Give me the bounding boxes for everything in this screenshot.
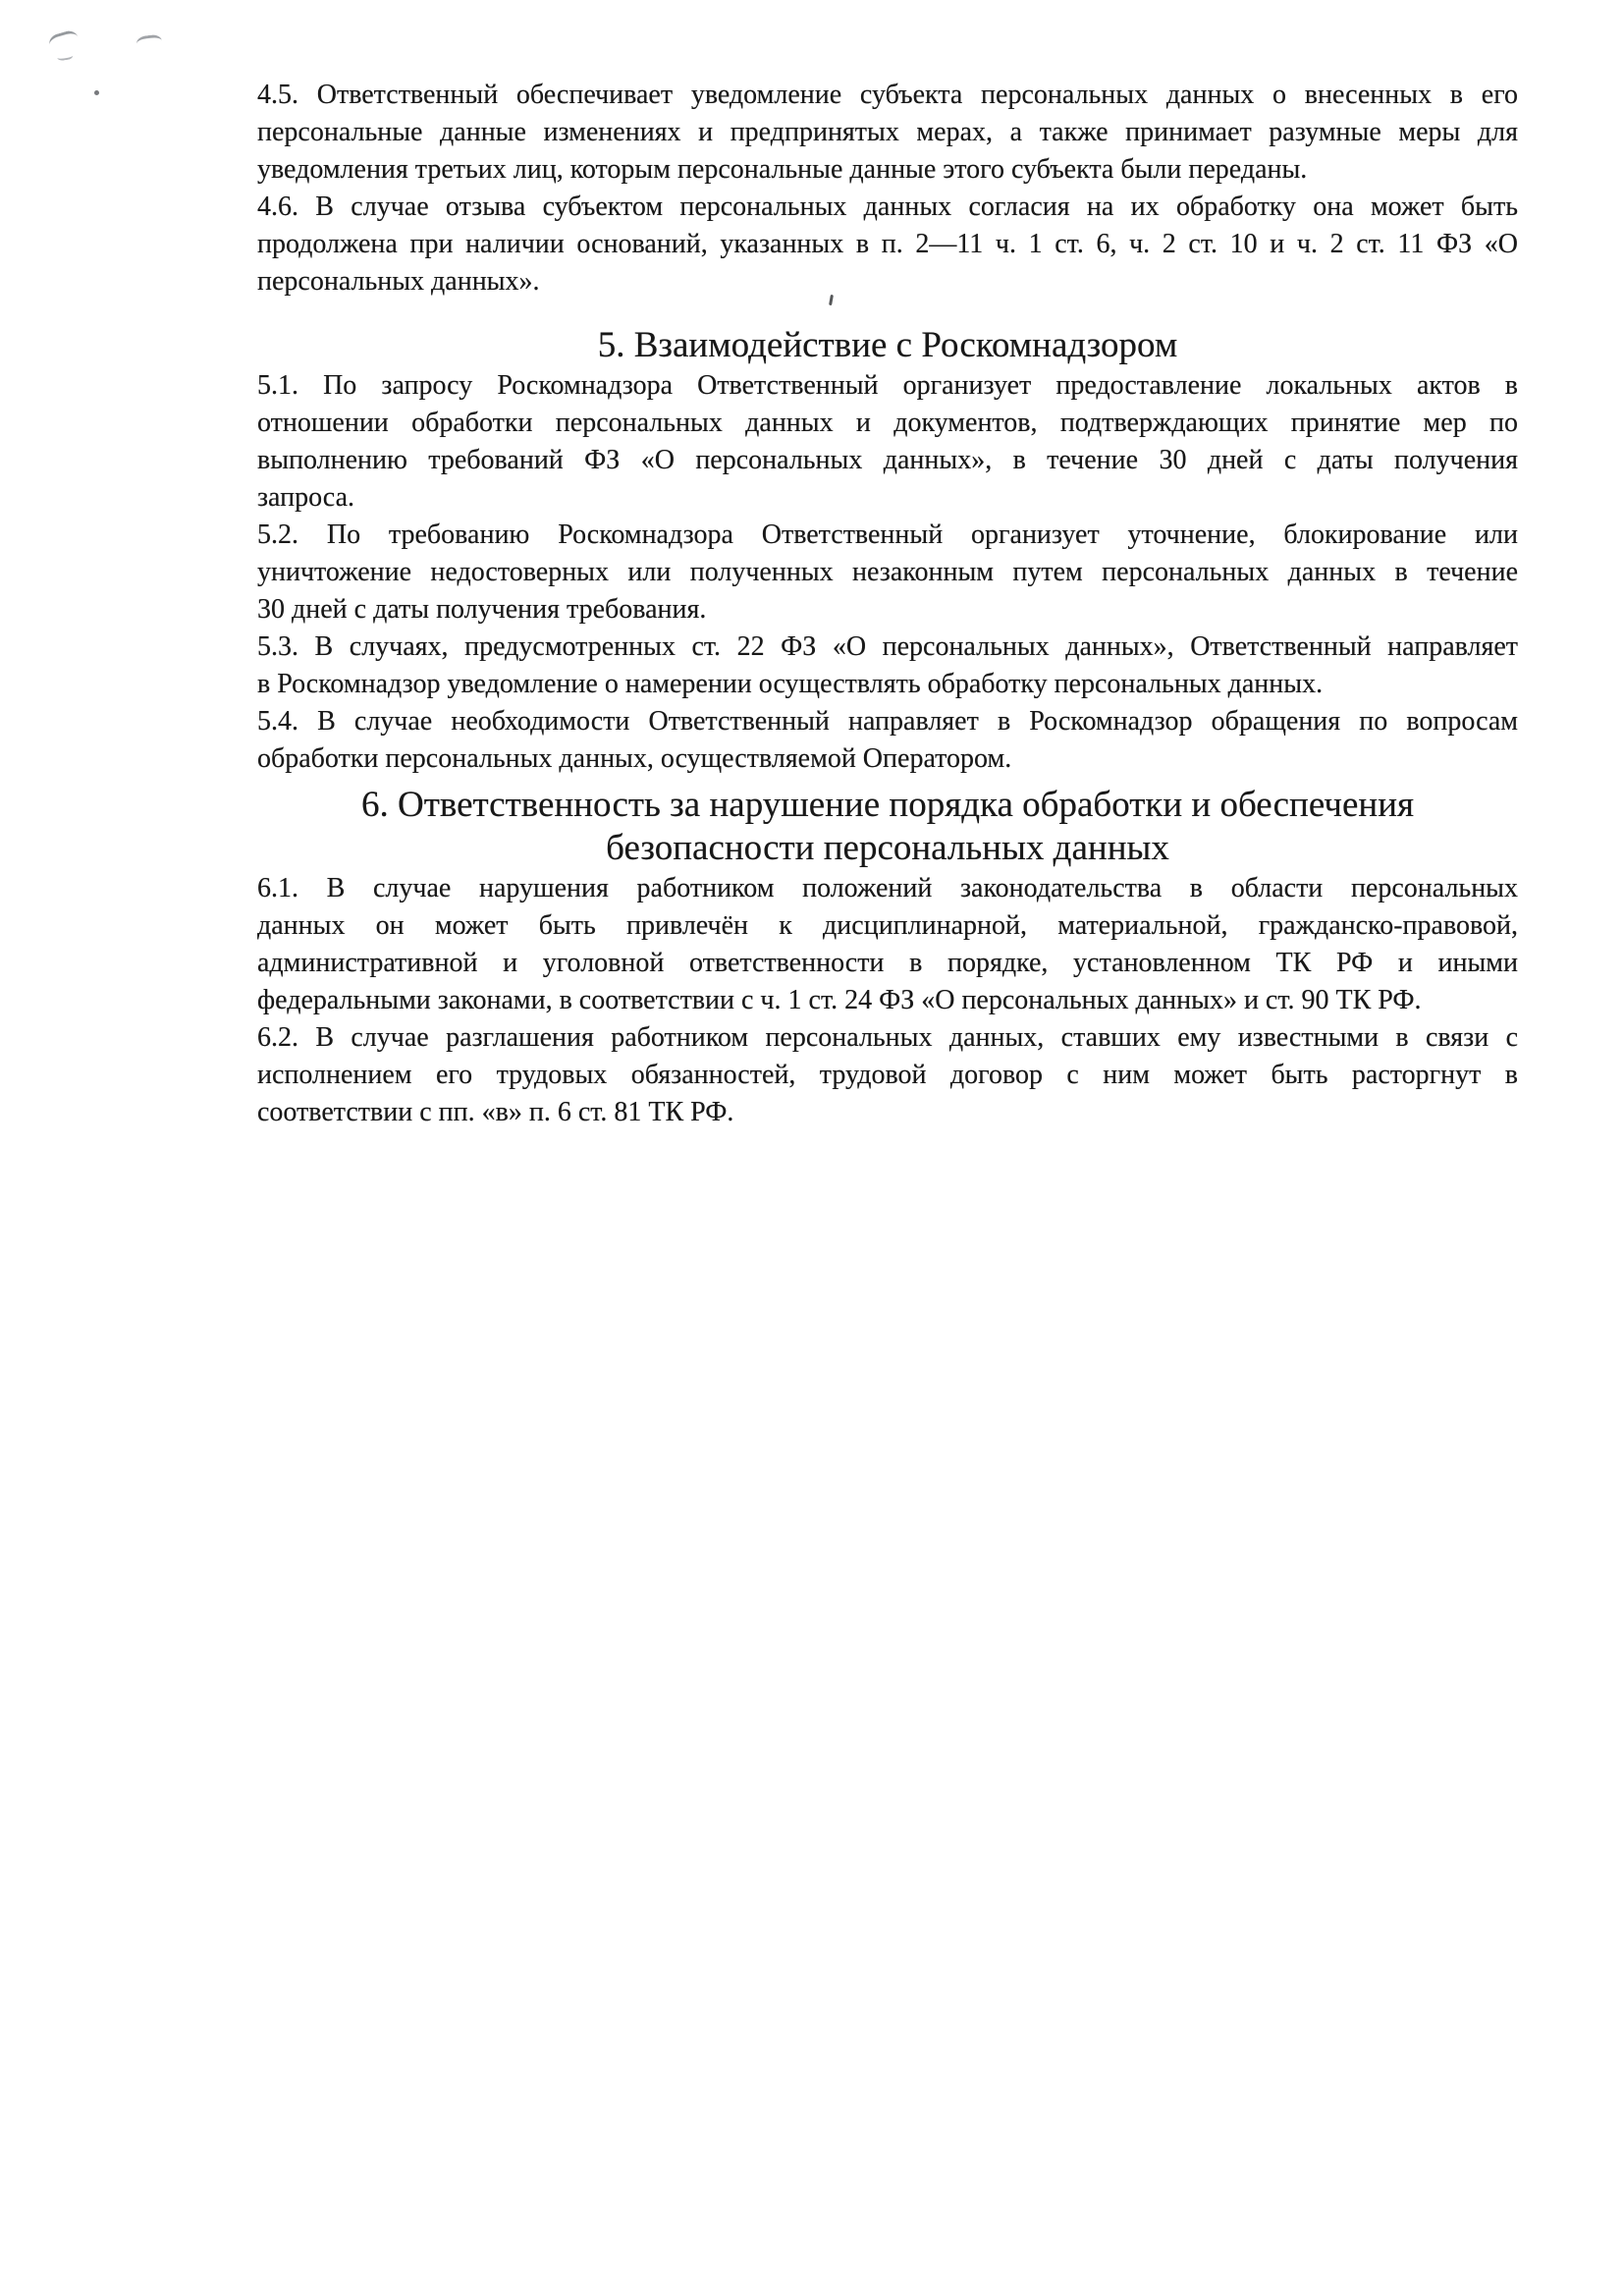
paragraph-line: выполнению требований ФЗ «О персональных данных», в течение 30 дней с даты получения — [257, 445, 1518, 475]
heading-line: 5. Взаимодействие с Роскомнадзором — [597, 325, 1178, 365]
paragraph-line: отношении обработки персональных данных и документов, подтверждающих принятие мер по — [257, 408, 1518, 438]
clause-4-5 — [257, 77, 1518, 189]
paragraph-line: запроса. — [257, 482, 354, 513]
clause-5-3 — [257, 629, 1518, 703]
paragraph-line: федеральными законами, в соответствии с ч. 1 ст. 24 ФЗ «О персональных данных» и ст. 90 ТК РФ. — [257, 985, 1422, 1015]
ink-dot-icon — [94, 90, 99, 95]
clause-5-4 — [257, 703, 1518, 778]
clause-5-1 — [257, 367, 1518, 517]
paragraph-line: 30 дней с даты получения требования. — [257, 594, 707, 625]
paragraph-line: в Роскомнадзор уведомление о намерении осуществлять обработку персональных данных. — [257, 669, 1324, 699]
paragraph-line: 4.6. В случае отзыва субъектом персональных данных согласия на их обработку она может быть — [257, 191, 1518, 222]
clause-6-1 — [257, 870, 1518, 1019]
paragraph-line: обработки персональных данных, осуществляемой Оператором. — [257, 743, 1012, 774]
paragraph-line: 5.4. В случае необходимости Ответственный направляет в Роскомнадзор обращения по вопросам — [257, 706, 1518, 737]
paragraph-line: продолжена при наличии оснований, указанных в п. 2—11 ч. 1 ст. 6, ч. 2 ст. 10 и ч. 2 ст. 11 ФЗ «О — [257, 229, 1518, 259]
paragraph-line: 6.1. В случае нарушения работником положений законодательства в области персональных — [257, 873, 1518, 903]
clause-4-6 — [257, 189, 1518, 301]
paragraph-line: исполнением его трудовых обязанностей, трудовой договор с ним может быть расторгнут в — [257, 1060, 1518, 1090]
paragraph-line: 5.2. По требованию Роскомнадзора Ответственный организует уточнение, блокирование или — [257, 519, 1518, 550]
section-6-heading — [257, 784, 1518, 870]
heading-line: 6. Ответственность за нарушение порядка обработки и обеспечения — [360, 785, 1415, 825]
paragraph-line: уведомления третьих лиц, которым персональные данные этого субъекта были переданы. — [257, 154, 1308, 185]
paragraph-line: 5.3. В случаях, предусмотренных ст. 22 ФЗ «О персональных данных», Ответственный направляет — [257, 631, 1518, 662]
scan-smudge-icon — [47, 28, 81, 54]
paragraph-line: административной и уголовной ответственности в порядке, установленном ТК РФ и иными — [257, 948, 1518, 978]
paragraph-line: 4.5. Ответственный обеспечивает уведомление субъекта персональных данных о внесенных в его — [257, 80, 1518, 110]
heading-line: безопасности персональных данных — [606, 828, 1169, 868]
paragraph-line: 6.2. В случае разглашения работником персональных данных, ставших ему известными в связи с — [257, 1022, 1518, 1053]
scan-smudge-icon — [135, 33, 163, 50]
paragraph-line: уничтожение недостоверных или полученных незаконным путем персональных данных в течение — [257, 557, 1518, 587]
section-5-heading — [257, 324, 1518, 367]
paragraph-line: 5.1. По запросу Роскомнадзора Ответственный организует предоставление локальных актов в — [257, 370, 1518, 401]
paragraph-line: персональные данные изменениях и предпринятых мерах, а также принимает разумные меры для — [257, 117, 1518, 147]
paragraph-line: персональных данных». — [257, 266, 540, 297]
clause-6-2 — [257, 1019, 1518, 1131]
paragraph-line: соответствии с пп. «в» п. 6 ст. 81 ТК РФ. — [257, 1097, 734, 1127]
paragraph-line: данных он может быть привлечён к дисциплинарной, материальной, гражданско-правовой, — [257, 910, 1518, 941]
clause-5-2 — [257, 517, 1518, 629]
document-content — [257, 77, 1518, 1131]
